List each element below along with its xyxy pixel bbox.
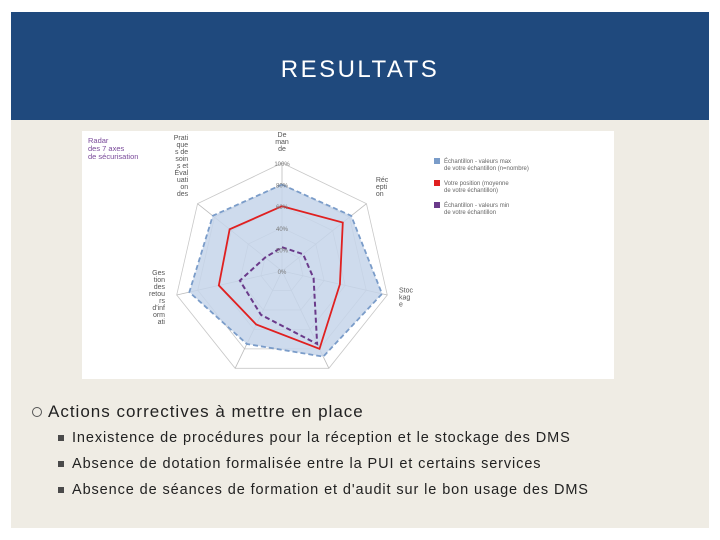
square-bullet-icon [58, 461, 64, 467]
axis-label-line: Prati [173, 135, 189, 143]
sub-bullet [58, 480, 702, 500]
legend-swatch [434, 180, 440, 186]
tick-label: 60% [275, 205, 289, 212]
axis-label-line: on [375, 191, 384, 199]
sub-bullet-text: Inexistence de procédures pour la réception et le stockage des DMS [72, 430, 571, 446]
square-bullet-icon [58, 435, 64, 441]
axis-label-line: rs [159, 298, 166, 306]
axis-label-line: d'inf [152, 305, 166, 313]
sub-bullet-text: Absence de séances de formation et d'audit sur le bon usage des DMS [72, 482, 589, 498]
axis-label-line: Éval [174, 170, 189, 178]
axis-label-line: que [176, 142, 189, 150]
chart-title-line: des 7 axes [88, 144, 125, 153]
slide-title: RESULTATS [280, 56, 440, 83]
legend-label: Échantillon - valeurs max [444, 159, 512, 165]
axis-label-line: de [278, 146, 286, 153]
square-bullet-icon [58, 487, 64, 493]
radar-chart-image [82, 131, 614, 379]
tick-label: 0% [277, 270, 287, 276]
legend-swatch [434, 202, 440, 208]
sub-bullet [58, 454, 702, 474]
chart-title [88, 136, 138, 161]
main-bullet [32, 402, 702, 422]
tick-label: 40% [275, 226, 289, 233]
legend-label: de votre échantillon [444, 210, 497, 216]
chart-title-line: de sécurisation [88, 152, 139, 161]
axis-label-line: soin [175, 156, 189, 164]
axis-label-line: man [275, 139, 289, 146]
legend-swatch [434, 158, 440, 164]
chart-title-line: Radar [88, 136, 109, 145]
axis-label-line: on [180, 184, 189, 192]
axis-label-line: Réc [375, 177, 389, 185]
axis-label-line: kag [398, 294, 411, 302]
legend-label: de votre échantillon) [444, 188, 499, 194]
axis-label-line: De [277, 132, 287, 139]
axis-label-line: tion [153, 277, 166, 285]
sub-bullet [58, 428, 702, 448]
axis-label-line: Ges [152, 270, 166, 278]
radar-chart [82, 131, 614, 379]
legend-label: de votre échantillon (n=nombre) [444, 166, 529, 172]
chart-legend [434, 158, 529, 216]
bullet-list [32, 402, 702, 500]
axis-label-line: uati [176, 177, 189, 185]
legend-label: Votre position (moyenne [444, 181, 509, 187]
main-bullet-text: Actions correctives à mettre en place [48, 402, 364, 421]
axis-label-line: e [398, 301, 403, 309]
sub-bullet-text: Absence de dotation formalisée entre la PUI et certains services [72, 456, 542, 472]
tick-label: 100% [274, 162, 290, 168]
axis-label-line: s et [176, 163, 189, 171]
axis-label-line: epti [375, 184, 388, 192]
sub-bullet-list [58, 428, 702, 500]
ring-bullet-icon [32, 407, 42, 417]
axis-label-line: ati [157, 319, 166, 327]
axis-label-line: retou [149, 291, 166, 299]
tick-label: 80% [275, 183, 289, 190]
axis-label-line: des [176, 191, 189, 199]
axis-label-line: orm [152, 312, 166, 320]
axis-label-line: s de [174, 149, 189, 157]
axis-label-line: Stoc [398, 287, 414, 295]
axis-label-line: des [153, 284, 166, 292]
legend-label: Échantillon - valeurs min [444, 203, 510, 209]
tick-label: 20% [275, 248, 289, 255]
